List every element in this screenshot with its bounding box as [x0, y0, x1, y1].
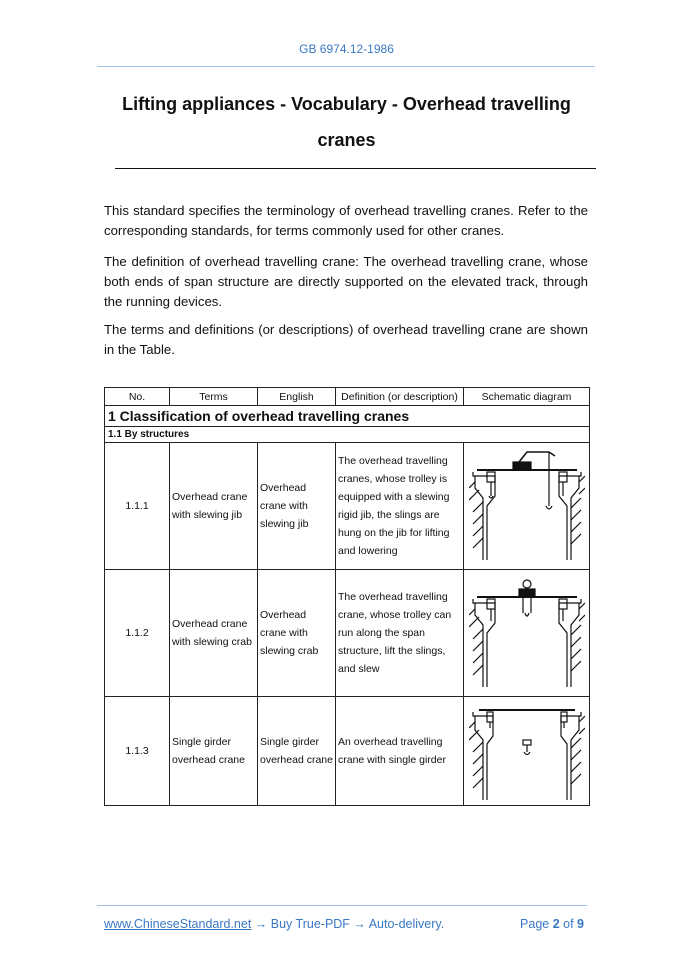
table-row — [105, 697, 590, 806]
row-number: 1.1.2 — [105, 570, 170, 697]
table-row — [105, 570, 590, 697]
section-heading: 1 Classification of overhead travelling cranes — [105, 406, 590, 427]
col-header-diagram: Schematic diagram — [464, 388, 590, 406]
subsection-heading: 1.1 By structures — [105, 427, 590, 443]
footer-divider — [97, 905, 587, 906]
row-english: Overhead crane with slewing jib — [258, 443, 336, 570]
title-line-2: cranes — [317, 130, 376, 150]
row-term: Overhead crane with slewing crab — [170, 570, 258, 697]
row-english: Single girder overhead crane — [258, 697, 336, 806]
page-title — [100, 86, 593, 158]
footer-tagline: → Buy True-PDF → Auto-delivery. — [251, 917, 445, 931]
page-total: 9 — [577, 917, 584, 931]
slewing-jib-crane-diagram — [464, 443, 590, 570]
single-girder-crane-diagram — [464, 697, 590, 806]
col-header-terms: Terms — [170, 388, 258, 406]
header-divider — [97, 66, 595, 67]
row-term: Overhead crane with slewing jib — [170, 443, 258, 570]
table-row — [105, 443, 590, 570]
page-footer — [104, 917, 588, 931]
page-indicator: Page 2 of 9 — [520, 917, 584, 931]
row-definition: An overhead travelling crane with single girder — [336, 697, 464, 806]
slewing-crab-crane-diagram — [464, 570, 590, 697]
row-number: 1.1.1 — [105, 443, 170, 570]
title-line-1: Lifting appliances - Vocabulary - Overhead travelling — [122, 94, 571, 114]
col-header-no: No. — [105, 388, 170, 406]
document-code-header: GB 6974.12-1986 — [299, 42, 394, 56]
title-rule — [115, 168, 596, 169]
row-english: Overhead crane with slewing crab — [258, 570, 336, 697]
table-reference-paragraph: The terms and definitions (or descriptions) of overhead travelling crane are shown in the Table. — [104, 322, 588, 357]
page-number: 2 — [552, 917, 560, 931]
intro-paragraph: This standard specifies the terminology of overhead travelling cranes. Refer to the corresponding standards, for terms commonly used for other cranes. — [104, 203, 588, 238]
col-header-english: English — [258, 388, 336, 406]
row-number: 1.1.3 — [105, 697, 170, 806]
terms-table — [104, 387, 590, 806]
website-link[interactable]: www.ChineseStandard.net — [104, 917, 252, 931]
table-header-row — [105, 388, 590, 406]
row-term: Single girder overhead crane — [170, 697, 258, 806]
col-header-definition: Definition (or description) — [336, 388, 464, 406]
definition-paragraph: The definition of overhead travelling crane: The overhead travelling crane, whose both ends of span structure are directly supported on the elevated track, through the running devices. — [104, 254, 588, 309]
row-definition: The overhead travelling crane, whose trolley can run along the span structure, lift the slings, and slew — [336, 570, 464, 697]
row-definition: The overhead travelling cranes, whose trolley is equipped with a slewing rigid jib, the slings are hung on the jib for lifting and lowering — [336, 443, 464, 570]
